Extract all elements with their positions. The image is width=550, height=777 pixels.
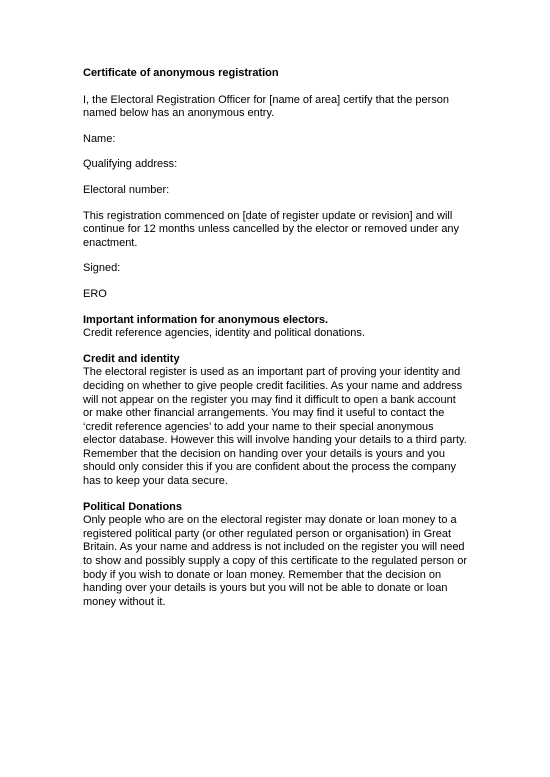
political-donations-heading: Political Donations — [83, 500, 183, 513]
document-title: Certificate of anonymous registration — [83, 67, 279, 79]
qualifying-address-field-label: Qualifying address: — [83, 158, 178, 171]
credit-identity-section — [83, 353, 468, 489]
ero-label: ERO — [83, 287, 107, 300]
important-information-subtext: Credit reference agencies, identity and political donations. — [83, 327, 365, 340]
electoral-number-field-label: Electoral number: — [83, 183, 170, 196]
important-information-heading: Important information for anonymous electors. — [83, 313, 329, 326]
credit-identity-body: The electoral register is used as an important part of proving your identity and deciding on whether to give people credit facilities. As your name and address will not appear on the register you may find it difficult to open a bank account or make other financial arrangements. You may find it useful to contact the ‘credit reference agencies’ to add your name to their special anonymous elector database. However this will involve handing your details to a third party. Remember that the decision on handing over your details is yours and you should only consider this if you are confident about the process the company has to keep your data secure. — [83, 366, 467, 488]
registration-paragraph: This registration commenced on [date of register update or revision] and will continue for 12 months unless cancelled by the elector or removed under any enactment. — [83, 209, 460, 249]
name-field-label: Name: — [83, 132, 116, 145]
credit-identity-heading: Credit and identity — [83, 352, 180, 365]
document-content — [83, 67, 468, 621]
important-information-section — [83, 314, 468, 341]
signed-label: Signed: — [83, 262, 121, 275]
certify-paragraph: I, the Electoral Registration Officer for [name of area] certify that the person named below has an anonymous entry. — [83, 93, 450, 120]
political-donations-section — [83, 501, 468, 610]
political-donations-body: Only people who are on the electoral register may donate or loan money to a registered political party (or other regulated person or organisation) in Great Britain. As your name and address is not included on the register you will need to show and possibly supply a copy of this certificate to the regulated person or body if you wish to donate or loan money. Remember that the decision on handing over your details is yours but you will not be able to donate or loan money without it. — [83, 514, 467, 608]
